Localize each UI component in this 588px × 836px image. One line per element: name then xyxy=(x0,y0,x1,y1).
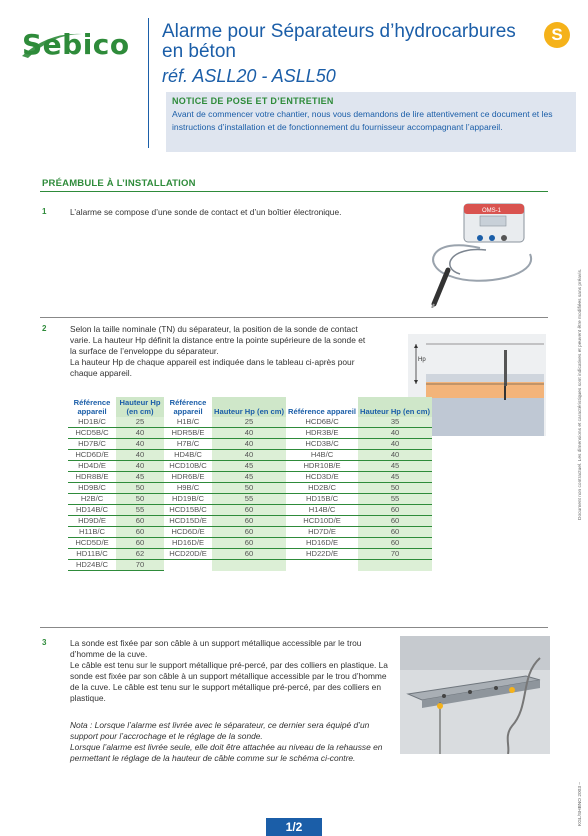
table-row xyxy=(68,439,432,450)
reference-cell: HD19B/C xyxy=(164,494,212,505)
step-number-2: 2 xyxy=(42,324,47,333)
step-3-text xyxy=(70,638,390,704)
hp-value-cell: 70 xyxy=(358,549,432,560)
hp-value-cell: 60 xyxy=(116,527,164,538)
hp-value-cell: 40 xyxy=(212,428,286,439)
page-title: Alarme pour Séparateurs d’hydrocarbures en béton xyxy=(162,21,516,62)
reference-cell: HD16D/E xyxy=(286,538,358,549)
hp-value-cell: 40 xyxy=(212,439,286,450)
hp-value-cell: 60 xyxy=(116,538,164,549)
hp-value-cell: 40 xyxy=(358,439,432,450)
reference-cell: HCD15D/E xyxy=(164,516,212,527)
hp-value-cell: 45 xyxy=(212,472,286,483)
reference-cell: H1B/C xyxy=(164,417,212,428)
hp-value-cell: 40 xyxy=(116,428,164,439)
hp-value-cell: 60 xyxy=(116,516,164,527)
reference-cell: H9B/C xyxy=(164,483,212,494)
header-hp: Hauteur Hp (en cm) xyxy=(116,397,164,417)
hp-value-cell: 40 xyxy=(212,450,286,461)
hp-value-cell: 60 xyxy=(212,549,286,560)
step-number-1: 1 xyxy=(42,207,47,216)
reference-cell: HDR8B/E xyxy=(68,472,116,483)
step-3-note-1: Nota : Lorsque l’alarme est livrée avec le séparateur, ce dernier sera équipé d’un support pour l’accrochage et le réglage de la sonde. xyxy=(70,720,370,741)
alarm-device-image xyxy=(420,196,552,308)
reference-cell: HCD5D/E xyxy=(68,538,116,549)
reference-cell: HD7B/C xyxy=(68,439,116,450)
reference-cell: HDR6B/E xyxy=(164,472,212,483)
reference-cell: HD16D/E xyxy=(164,538,212,549)
table-row xyxy=(68,549,432,560)
step-number-3: 3 xyxy=(42,638,47,647)
hp-value-cell: 60 xyxy=(358,505,432,516)
reference-cell: HCD5B/C xyxy=(68,428,116,439)
hp-value-cell: 60 xyxy=(358,538,432,549)
hp-value-cell: 60 xyxy=(358,516,432,527)
table-row xyxy=(68,494,432,505)
hp-value-cell xyxy=(212,560,286,571)
page-number: 1/2 xyxy=(266,818,322,836)
table-row xyxy=(68,505,432,516)
hp-value-cell: 50 xyxy=(116,483,164,494)
step-2-text xyxy=(70,324,370,379)
header-ref: Référence appareil xyxy=(169,398,207,416)
reference-cell: HCD10B/C xyxy=(164,461,212,472)
hp-value-cell: 40 xyxy=(358,450,432,461)
header-divider xyxy=(148,18,149,148)
step-3-paragraph-2: Le câble est tenu sur le support métallique pré-percé, par des colliers en plastique. La sonde est fixée par son câble à un support métallique accessible par le trou d’homme de la cuve. Le câble est tenu sur le support métallique pré-percé, par des colliers en plastique. xyxy=(70,660,388,703)
sebico-logo: Sebico xyxy=(22,28,130,61)
table-row xyxy=(68,417,432,428)
legal-sidenote: Document non contractuel. Les dimensions et caractéristiques sont indicatives et peuvent être modifiées sans préavis. xyxy=(578,268,583,520)
reference-cell: HDR10B/E xyxy=(286,461,358,472)
header-hp: Hauteur Hp (en cm) xyxy=(358,397,432,417)
hp-value-cell: 60 xyxy=(212,527,286,538)
table-row xyxy=(68,483,432,494)
reference-cell xyxy=(286,560,358,571)
reference-cell: HD9B/C xyxy=(68,483,116,494)
section-divider xyxy=(40,191,548,192)
step-2-paragraph-2: La hauteur Hp de chaque appareil est indiquée dans le tableau ci-après pour chaque appareil. xyxy=(70,357,355,378)
hp-value-cell: 70 xyxy=(116,560,164,571)
reference-cell: HCD10D/E xyxy=(286,516,358,527)
hp-value-cell: 50 xyxy=(116,494,164,505)
table-row xyxy=(68,428,432,439)
hp-value-cell: 62 xyxy=(116,549,164,560)
step-2-paragraph-1: Selon la taille nominale (TN) du séparateur, la position de la sonde de contact varie. La hauteur Hp définit la distance entre la pointe supérieure de la sonde et la surface de l’enveloppe du séparateur. xyxy=(70,324,366,356)
notice-title: NOTICE DE POSE ET D’ENTRETIEN xyxy=(172,96,334,106)
reference-cell: H4B/C xyxy=(286,450,358,461)
hp-value-cell: 25 xyxy=(116,417,164,428)
reference-cell: HD24B/C xyxy=(68,560,116,571)
hp-value-cell: 60 xyxy=(212,538,286,549)
device-label: OMS-1 xyxy=(482,208,502,214)
hp-value-cell: 60 xyxy=(358,527,432,538)
hp-value-cell: 35 xyxy=(358,417,432,428)
reference-cell: HCD3B/C xyxy=(286,439,358,450)
divider-2 xyxy=(40,627,548,628)
hp-label: Hp xyxy=(418,357,426,363)
reference-cell: HD11B/C xyxy=(68,549,116,560)
hp-value-cell: 25 xyxy=(212,417,286,428)
reference-cell: HD14B/C xyxy=(68,505,116,516)
reference-cell: HD4D/E xyxy=(68,461,116,472)
table-row xyxy=(68,472,432,483)
table-row xyxy=(68,516,432,527)
document-code: KGL/SHBNO 2003 – xyxy=(578,782,583,826)
notice-body: Avant de commencer votre chantier, nous vous demandons de lire attentivement ce document et les instructions d’installation et de fonctionnement du fournisseur accompagnant l’appareil. xyxy=(172,109,553,132)
hp-value-cell: 55 xyxy=(358,494,432,505)
hp-value-cell: 45 xyxy=(358,461,432,472)
reference-cell: H14B/C xyxy=(286,505,358,516)
reference-cell: H2B/C xyxy=(68,494,116,505)
step-1-text: L’alarme se compose d’une sonde de contact et d’un boîtier électronique. xyxy=(70,207,342,217)
table-header-row xyxy=(68,397,432,417)
hp-value-cell: 55 xyxy=(116,505,164,516)
reference-cell: HDR5B/E xyxy=(164,428,212,439)
reference-cell: HDR3B/E xyxy=(286,428,358,439)
reference-cell: HCD6D/E xyxy=(68,450,116,461)
step-3-note xyxy=(70,720,390,764)
product-reference: réf. ASLL20 - ASLL50 xyxy=(162,66,336,86)
step-3-note-2: Lorsque l’alarme est livrée seule, elle doit être attachée au niveau de la rehausse en permettant le réglage de la hauteur de câble comme sur le schéma ci-contre. xyxy=(70,742,383,763)
support-bracket-image xyxy=(400,636,550,754)
section-title: PRÉAMBULE À L’INSTALLATION xyxy=(42,178,196,189)
hp-value-cell: 40 xyxy=(116,461,164,472)
hp-value-cell xyxy=(358,560,432,571)
table-row xyxy=(68,538,432,549)
reference-cell: HCD3D/E xyxy=(286,472,358,483)
hp-value-cell: 60 xyxy=(212,505,286,516)
table-body xyxy=(68,417,432,571)
reference-cell: H11B/C xyxy=(68,527,116,538)
reference-cell: HCD6D/E xyxy=(164,527,212,538)
hp-value-cell: 40 xyxy=(116,439,164,450)
divider-1 xyxy=(40,317,548,318)
hp-table xyxy=(68,397,432,571)
reference-cell: HD7D/E xyxy=(286,527,358,538)
hp-value-cell: 50 xyxy=(358,483,432,494)
category-badge: S xyxy=(544,22,570,48)
header-hp: Hauteur Hp (en cm) xyxy=(212,397,286,417)
reference-cell: HCD20D/E xyxy=(164,549,212,560)
hp-value-cell: 50 xyxy=(212,483,286,494)
hp-value-cell: 60 xyxy=(212,516,286,527)
reference-cell: HCD15B/C xyxy=(164,505,212,516)
table-row xyxy=(68,527,432,538)
hp-value-cell: 45 xyxy=(116,472,164,483)
hp-value-cell: 45 xyxy=(212,461,286,472)
reference-cell: HD15B/C xyxy=(286,494,358,505)
reference-cell: HCD6B/C xyxy=(286,417,358,428)
header-ref: Référence appareil xyxy=(73,398,111,416)
header-ref: Référence appareil xyxy=(288,407,357,416)
reference-cell: H7B/C xyxy=(164,439,212,450)
reference-cell xyxy=(164,560,212,571)
hp-value-cell: 55 xyxy=(212,494,286,505)
reference-cell: HD4B/C xyxy=(164,450,212,461)
reference-cell: HD22D/E xyxy=(286,549,358,560)
hp-value-cell: 45 xyxy=(358,472,432,483)
reference-cell: HD9D/E xyxy=(68,516,116,527)
table-row xyxy=(68,560,432,571)
reference-cell: HD1B/C xyxy=(68,417,116,428)
reference-cell: HD2B/C xyxy=(286,483,358,494)
hp-value-cell: 40 xyxy=(116,450,164,461)
hp-value-cell: 40 xyxy=(358,428,432,439)
step-3-paragraph-1: La sonde est fixée par son câble à un support métallique accessible par le trou d’homme de la cuve. xyxy=(70,638,362,659)
table-row xyxy=(68,450,432,461)
table-row xyxy=(68,461,432,472)
